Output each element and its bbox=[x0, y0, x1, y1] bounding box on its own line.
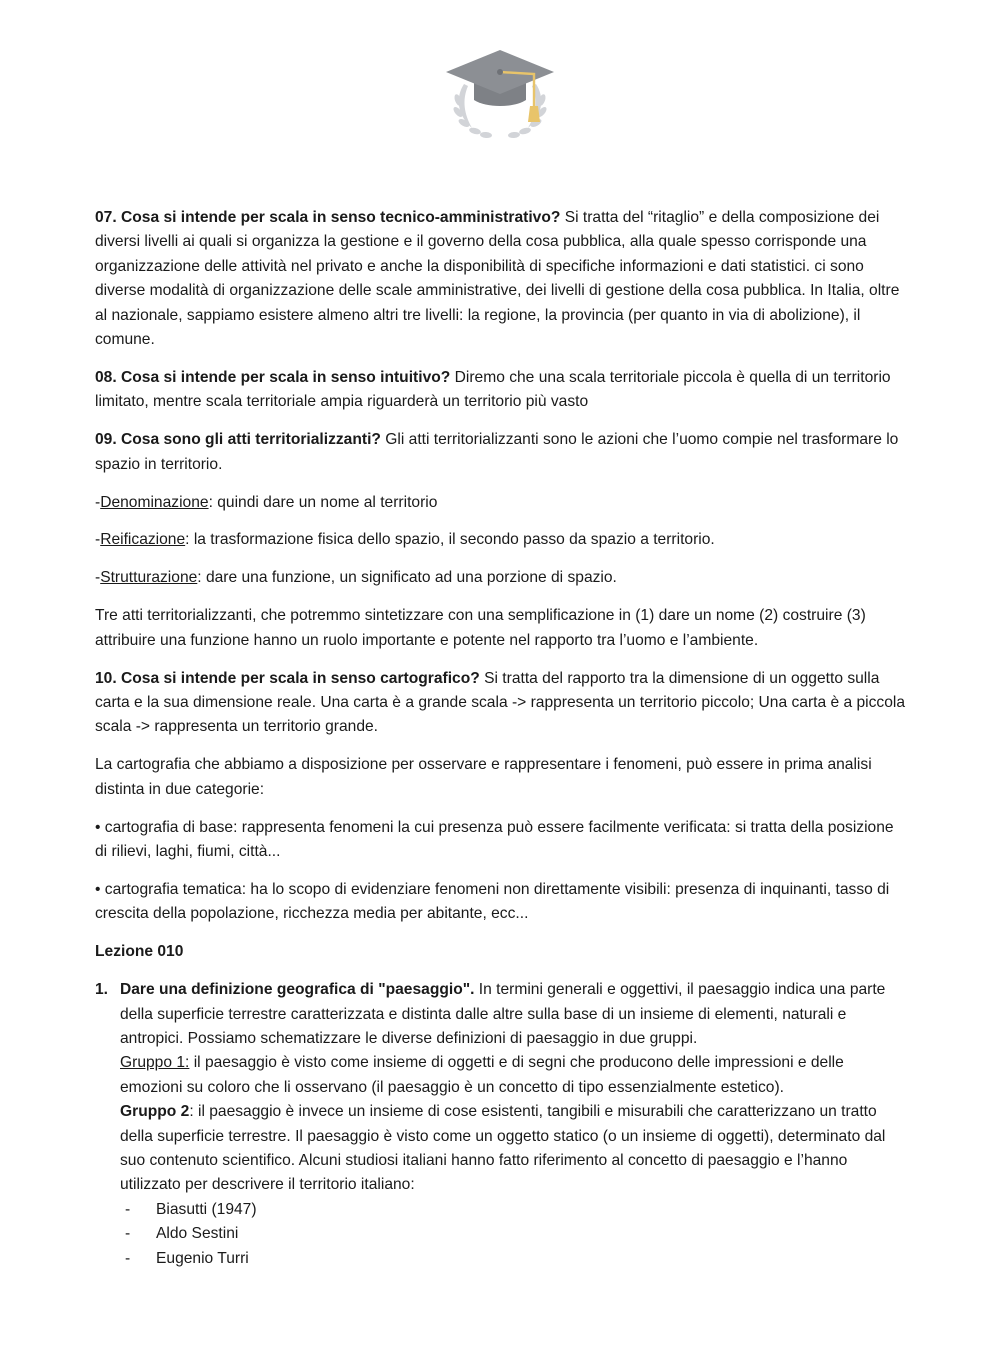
q09-title: 09. Cosa sono gli atti territorializzanti? bbox=[95, 431, 381, 449]
q09-item-term: Strutturazione bbox=[100, 569, 198, 587]
q09-item-desc: : dare una funzione, un significato ad una porzione di spazio. bbox=[197, 569, 617, 587]
q10-text: Si tratta del rapporto tra la dimensione di un oggetto sulla carta e la sua dimensione reale. Una carta è a grande scala -> rappresenta un territorio piccolo; Una carta è a piccola scala -> rappresenta un territorio grande. bbox=[95, 669, 906, 736]
group1-label: Gruppo 1: bbox=[120, 1054, 190, 1072]
scholar-name: Eugenio Turri bbox=[156, 1249, 249, 1267]
group2 bbox=[120, 1103, 885, 1193]
q10-bullet-base: • cartografia di base: rappresenta fenomeni la cui presenza può essere facilmente verificata: si tratta della posizione di rilievi, laghi, fiumi, città... bbox=[95, 818, 894, 861]
lesson-item-title: Dare una definizione geografica di "paesaggio". bbox=[120, 981, 475, 999]
list-item: - Biasutti (1947) bbox=[125, 1200, 257, 1218]
q09-item-term: Reificazione bbox=[100, 531, 186, 549]
q09-item-denominazione: -Denominazione: quindi dare un nome al territorio bbox=[95, 493, 438, 511]
q09-paragraph bbox=[95, 428, 910, 477]
group2-label: Gruppo 2 bbox=[120, 1103, 190, 1121]
q09-item-term: Denominazione bbox=[100, 493, 209, 511]
q08-title: 08. Cosa si intende per scala in senso intuitivo? bbox=[95, 368, 451, 386]
q10-bullet-tematica: • cartografia tematica: ha lo scopo di evidenziare fenomeni non direttamente visibili: presenza di inquinanti, tasso di crescita della popolazione, ricchezza media per abitante, ecc... bbox=[95, 880, 890, 923]
lesson-title-text: Lezione 010 bbox=[95, 943, 184, 961]
scholars-list bbox=[120, 1198, 910, 1271]
lesson-item-text: In termini generali e oggettivi, il paesaggio indica una parte della superficie terrestre caratterizzata e distinta dalle altre sulla base di un insieme di elementi, naturali e antropici. Possiamo schematizzare le diverse definizioni di paesaggio in due gruppi. bbox=[120, 981, 886, 1047]
q10-title: 10. Cosa si intende per scala in senso cartografico? bbox=[95, 669, 480, 687]
q10-paragraph bbox=[95, 667, 910, 740]
lesson-title bbox=[95, 940, 910, 964]
q09-item-desc: : quindi dare un nome al territorio bbox=[208, 493, 438, 511]
list-item: - Eugenio Turri bbox=[125, 1249, 249, 1267]
lesson-item-intro bbox=[120, 981, 885, 1047]
scholar-name: Biasutti (1947) bbox=[156, 1200, 257, 1218]
q08-paragraph bbox=[95, 366, 910, 415]
q09-summary: Tre atti territorializzanti, che potremmo sintetizzare con una semplificazione in (1) dare un nome (2) costruire (3) attribuire una funzione hanno un ruolo importante e potente nel rapporto tra l’uomo e l’ambiente. bbox=[95, 607, 866, 649]
group2-text: : il paesaggio è invece un insieme di cose esistenti, tangibili e misurabili che caratterizzano un tratto della superficie terrestre. Il paesaggio è visto come un oggetto statico (o un insieme di oggetti), determinato dal suo contenuto scientifico. Alcuni studiosi italiani hanno fatto riferimento al concetto di paesaggio e l’hanno utilizzato per descrivere il territorio italiano: bbox=[120, 1103, 886, 1194]
q09-item-reificazione: -Reificazione: la trasformazione fisica dello spazio, il secondo passo da spazio a territorio. bbox=[95, 531, 715, 549]
q09-item-desc: : la trasformazione fisica dello spazio, il secondo passo da spazio a territorio. bbox=[185, 531, 715, 549]
group1 bbox=[120, 1054, 844, 1095]
q07-title: 07. Cosa si intende per scala in senso tecnico-amministrativo? bbox=[95, 209, 561, 226]
lesson-item-body bbox=[120, 978, 910, 1271]
document-body bbox=[95, 206, 910, 1271]
list-item: - Aldo Sestini bbox=[125, 1225, 239, 1243]
graduation-cap-icon bbox=[442, 44, 558, 140]
q09-item-strutturazione: -Strutturazione: dare una funzione, un significato ad una porzione di spazio. bbox=[95, 569, 617, 587]
group1-text: il paesaggio è visto come insieme di oggetti e di segni che producono delle impressioni e delle emozioni su coloro che li osservano (il paesaggio è un concetto di tipo essenzialmente estetico). bbox=[120, 1054, 844, 1096]
lesson-item-1 bbox=[95, 978, 910, 1271]
q08-text: Diremo che una scala territoriale piccola è quella di un territorio limitato, mentre scala territoriale ampia riguarderà un territorio più vasto bbox=[95, 368, 891, 411]
lesson-item-number: 1. bbox=[95, 981, 109, 999]
scholar-name: Aldo Sestini bbox=[156, 1225, 239, 1243]
q09-text: Gli atti territorializzanti sono le azioni che l’uomo compie nel trasformare lo spazio in territorio. bbox=[95, 431, 899, 473]
q10-intro: La cartografia che abbiamo a disposizione per osservare e rappresentare i fenomeni, può essere in prima analisi distinta in due categorie: bbox=[95, 756, 872, 798]
q07-paragraph bbox=[95, 206, 910, 352]
q07-text: Si tratta del “ritaglio” e della composizione dei diversi livelli ai quali si organizza la gestione e il governo della cosa pubblica, alla quale spesso corrisponde una organizzazione delle attività nel privato e anche la disponibilità di specifiche informazioni e dati statistici. ci sono diverse modalità di organizzazione delle scale amministrative, dei livelli di gestione della cosa pubblica. In Italia, oltre al nazionale, sappiamo esistere almeno altri tre livelli: la regione, la provincia (per quanto in via di abolizione), il comune. bbox=[95, 209, 900, 349]
